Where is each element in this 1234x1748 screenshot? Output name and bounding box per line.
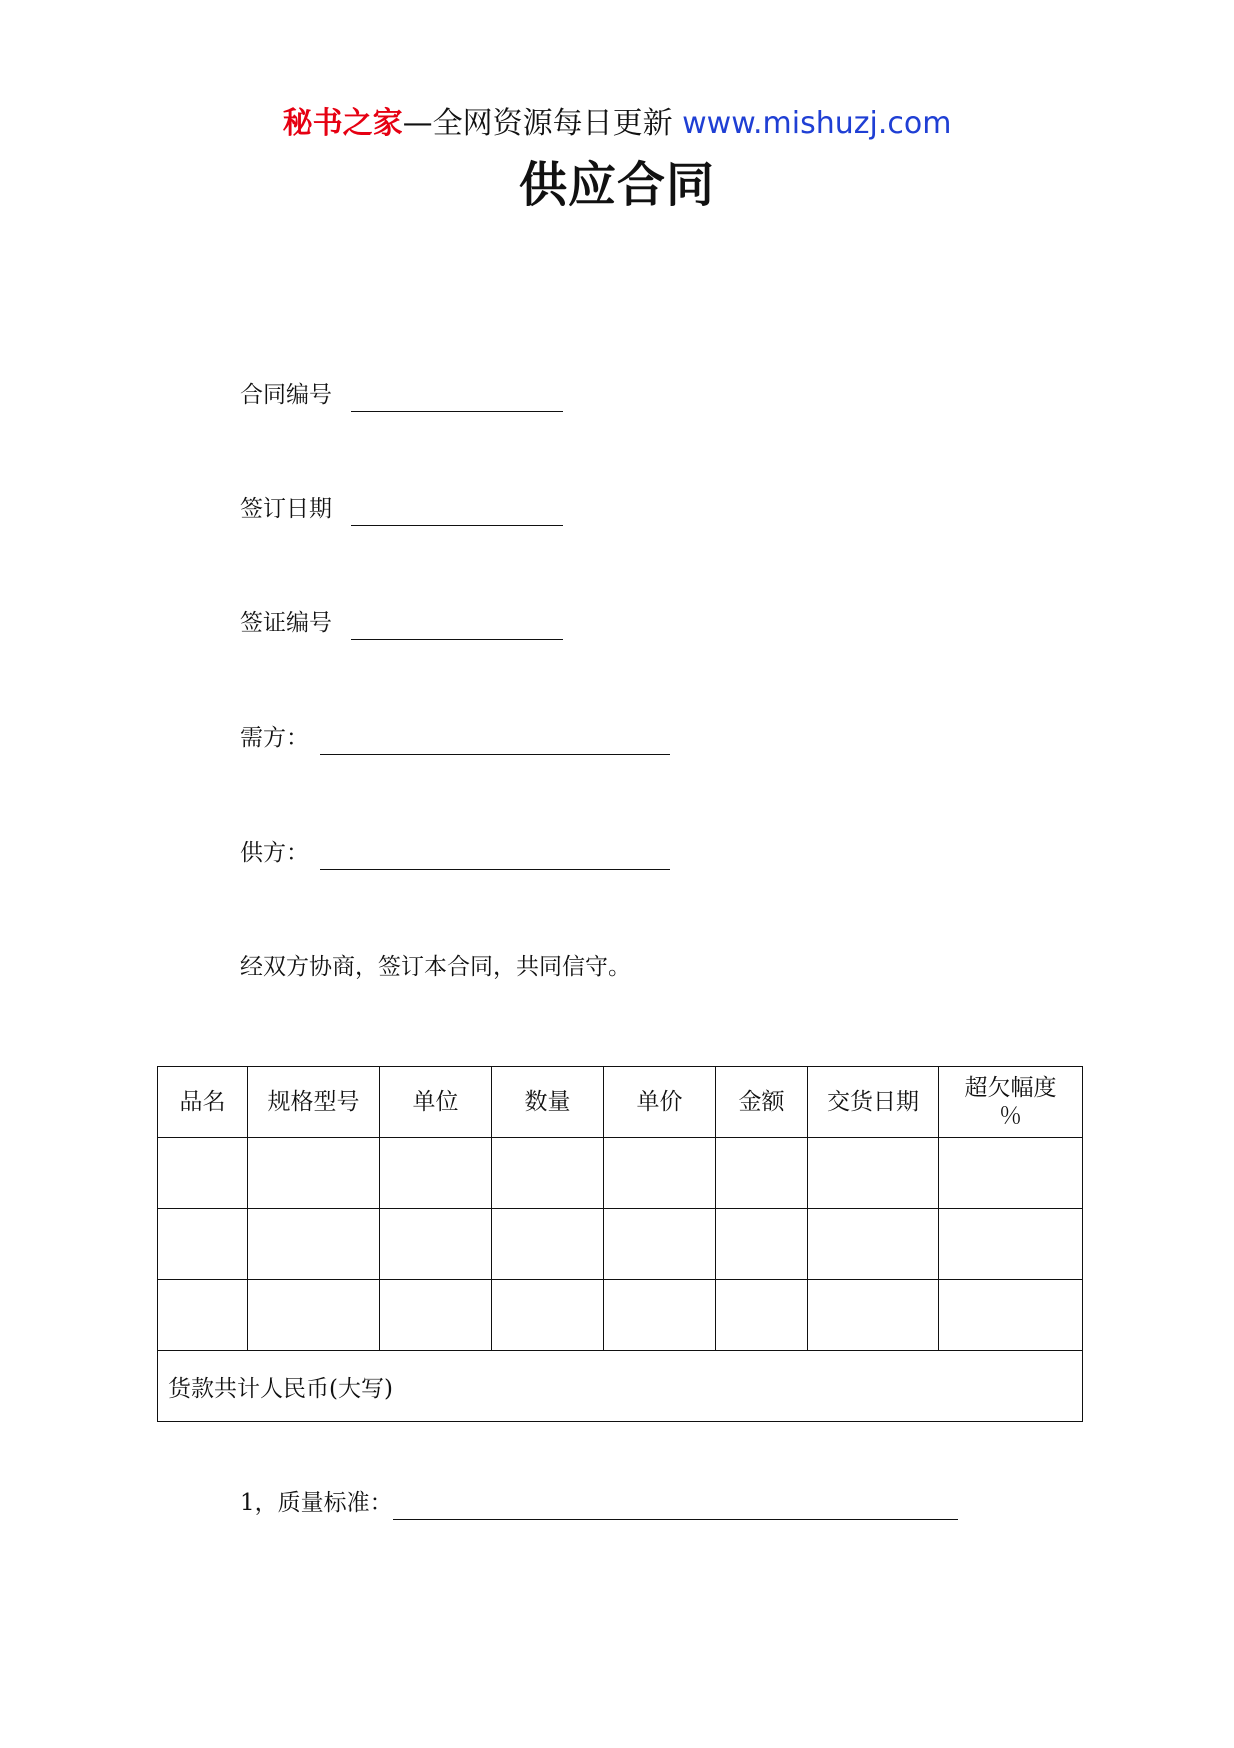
contract-number-label: 合同编号: [240, 382, 332, 408]
table-row: [158, 1138, 1083, 1209]
quality-standard-label: 1，质量标准：: [240, 1490, 393, 1516]
table-cell[interactable]: [939, 1209, 1083, 1280]
visa-number-label: 签证编号: [240, 610, 332, 636]
header-amount: 金额: [716, 1067, 808, 1138]
table-cell[interactable]: [492, 1280, 604, 1351]
header-unit: 单位: [380, 1067, 492, 1138]
table-cell[interactable]: [158, 1209, 248, 1280]
table-cell[interactable]: [716, 1280, 808, 1351]
sign-date-label: 签订日期: [240, 496, 332, 522]
table-header-row: [158, 1067, 1083, 1138]
header-banner: [0, 102, 1234, 146]
visa-number-blank[interactable]: [351, 613, 563, 640]
table-row: [158, 1209, 1083, 1280]
header-tolerance-line1: 超欠幅度: [964, 1075, 1057, 1101]
table-cell[interactable]: [939, 1280, 1083, 1351]
table-cell[interactable]: [380, 1209, 492, 1280]
header-tolerance: [939, 1067, 1083, 1138]
table-cell[interactable]: [380, 1138, 492, 1209]
supplier-blank[interactable]: [320, 843, 670, 870]
site-url[interactable]: www.mishuzj.com: [682, 106, 952, 141]
table-cell[interactable]: [158, 1280, 248, 1351]
table-cell[interactable]: [604, 1209, 716, 1280]
table-row: [158, 1280, 1083, 1351]
total-row: [158, 1351, 1083, 1422]
supplier-field: [240, 836, 670, 870]
table-cell[interactable]: [248, 1209, 380, 1280]
buyer-label: 需方：: [240, 725, 309, 751]
table-cell[interactable]: [716, 1138, 808, 1209]
supplier-label: 供方：: [240, 840, 309, 866]
quality-standard-blank[interactable]: [393, 1493, 958, 1520]
table-cell[interactable]: [492, 1209, 604, 1280]
goods-table: [157, 1066, 1083, 1422]
header-product-name: 品名: [158, 1067, 248, 1138]
table-cell[interactable]: [808, 1138, 939, 1209]
header-quantity: 数量: [492, 1067, 604, 1138]
table-cell[interactable]: [492, 1138, 604, 1209]
sign-date-field: [240, 492, 563, 526]
sign-date-blank[interactable]: [351, 499, 563, 526]
table-cell[interactable]: [716, 1209, 808, 1280]
table-cell[interactable]: [248, 1280, 380, 1351]
table-cell[interactable]: [380, 1280, 492, 1351]
banner-tagline: —全网资源每日更新: [402, 106, 673, 141]
agreement-intro: 经双方协商，签订本合同，共同信守。: [240, 954, 631, 980]
header-spec-model: 规格型号: [248, 1067, 380, 1138]
table-cell[interactable]: [604, 1138, 716, 1209]
table-cell[interactable]: [808, 1209, 939, 1280]
table-cell[interactable]: [604, 1280, 716, 1351]
contract-number-field: [240, 378, 563, 412]
visa-number-field: [240, 606, 563, 640]
table-cell[interactable]: [808, 1280, 939, 1351]
table-cell[interactable]: [939, 1138, 1083, 1209]
buyer-blank[interactable]: [320, 728, 670, 755]
quality-standard-clause: [240, 1486, 958, 1520]
header-unit-price: 单价: [604, 1067, 716, 1138]
table-cell[interactable]: [248, 1138, 380, 1209]
table-cell[interactable]: [158, 1138, 248, 1209]
document-title: 供应合同: [518, 157, 715, 213]
buyer-field: [240, 721, 670, 755]
brand-name: 秘书之家: [282, 106, 403, 141]
contract-number-blank[interactable]: [351, 385, 563, 412]
total-amount-cell[interactable]: 货款共计人民币(大写): [158, 1351, 1083, 1422]
header-tolerance-line2: ％: [999, 1103, 1022, 1129]
header-delivery-date: 交货日期: [808, 1067, 939, 1138]
